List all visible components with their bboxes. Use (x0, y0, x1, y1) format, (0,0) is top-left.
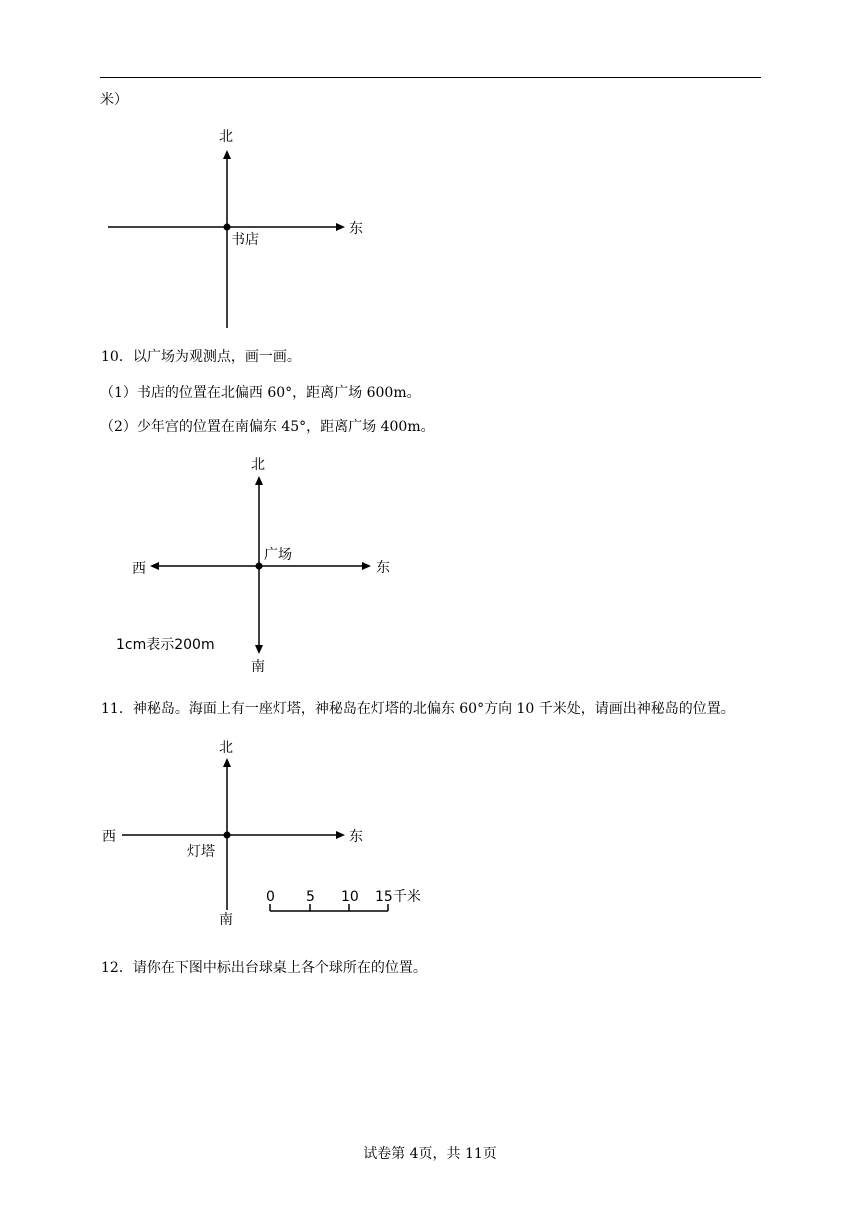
fig3-scale-label-0: 0 (266, 889, 275, 905)
fig3-south-label: 南 (219, 912, 233, 928)
fig3-north-arrow (223, 758, 231, 767)
fig3-scale-label-15: 15千米 (375, 889, 421, 905)
fig3-center-point (224, 832, 231, 839)
fig2-east-label: 东 (376, 560, 390, 576)
fig3-north-label: 北 (219, 740, 233, 756)
fig2-south-label: 南 (251, 659, 265, 675)
fig2-north-label: 北 (251, 457, 265, 473)
fig3-scale-label-10: 10 (341, 889, 359, 905)
fig3-west-label: 西 (102, 829, 116, 845)
fig2-scale-label: 1cm表示200m (116, 637, 215, 653)
q10-item-2: （2）少年宫的位置在南偏东 45°，距离广场 400m。 (100, 419, 435, 435)
continuation-text: 米） (100, 92, 128, 108)
fig1-center-label: 书店 (231, 232, 259, 248)
fig3-east-label: 东 (349, 829, 363, 845)
fig3-east-arrow (336, 831, 345, 839)
fig3-scale-label-5: 5 (306, 889, 315, 905)
fig2-center-label: 广场 (264, 547, 292, 563)
fig1-north-label: 北 (219, 129, 233, 145)
q11-title: 11．神秘岛。海面上有一座灯塔，神秘岛在灯塔的北偏东 60°方向 10 千米处，请画出神秘岛的位置。 (101, 701, 735, 717)
q10-item-1: （1）书店的位置在北偏西 60°，距离广场 600m。 (100, 385, 421, 401)
fig3-center-label: 灯塔 (187, 844, 215, 860)
fig2-west-label: 西 (132, 561, 146, 577)
page-footer: 试卷第 4页，共 11页 (363, 1146, 497, 1162)
q10-title: 10．以广场为观测点，画一画。 (101, 349, 301, 365)
q12-title: 12．请你在下图中标出台球桌上各个球所在的位置。 (101, 960, 427, 976)
fig1-east-label: 东 (349, 221, 363, 237)
